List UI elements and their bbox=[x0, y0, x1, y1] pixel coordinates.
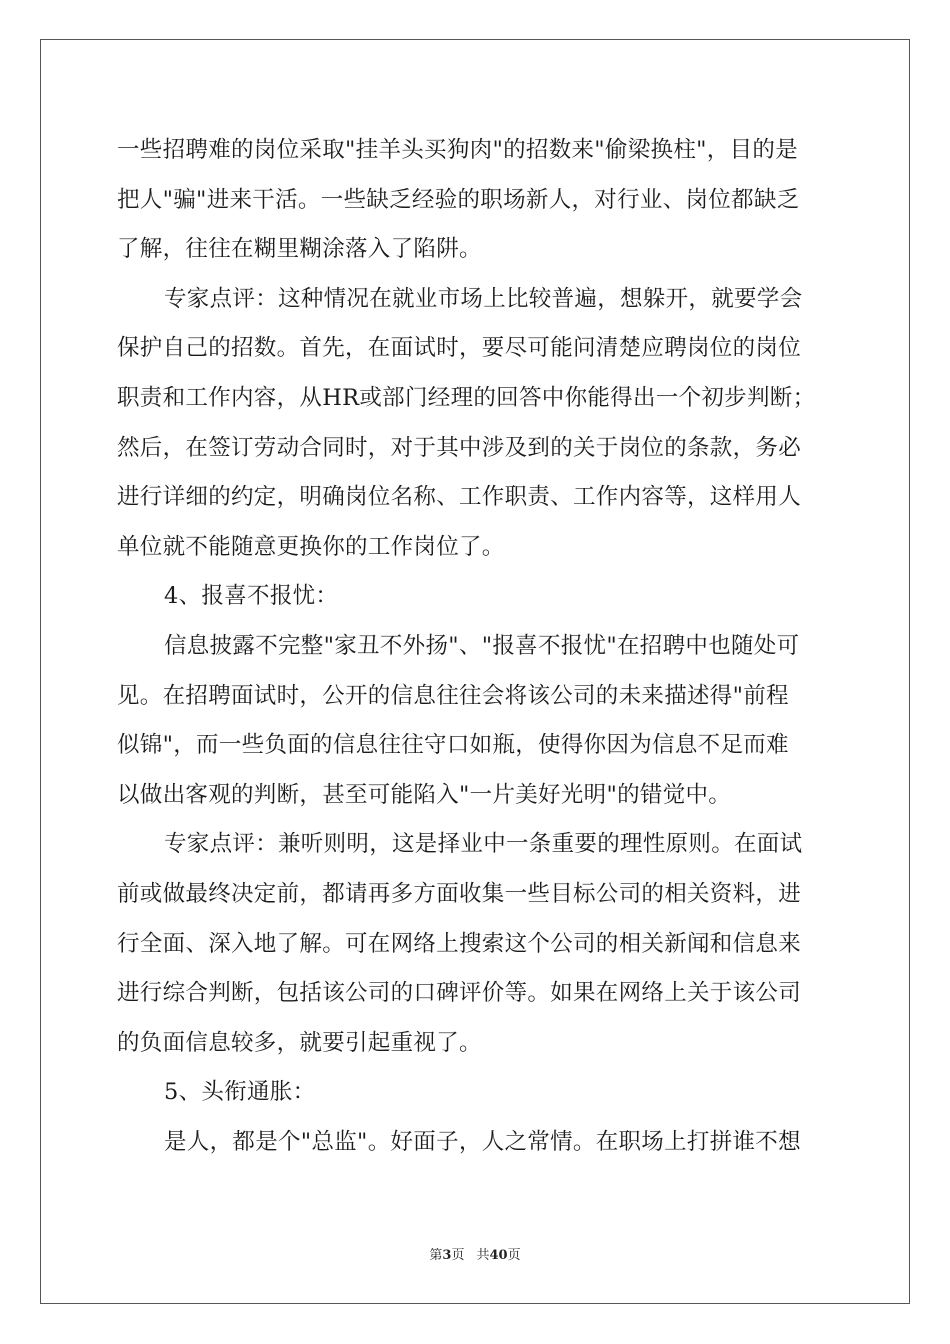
text-line: 以做出客观的判断，甚至可能陷入"一片美好光明"的错觉中。 bbox=[117, 781, 732, 808]
text-line: 把人"骗"进来干活。一些缺乏经验的职场新人，对行业、岗位都缺乏 bbox=[117, 186, 800, 213]
page-footer bbox=[0, 1246, 950, 1266]
text-line: 进行综合判断，包括该公司的口碑评价等。如果在网络上关于该公司 bbox=[117, 980, 802, 1007]
text-line: 前或做最终决定前，都请再多方面收集一些目标公司的相关资料，进 bbox=[117, 880, 802, 907]
total-pages: 40 bbox=[489, 1248, 508, 1263]
text-line: 信息披露不完整"家丑不外扬"、"报喜不报忧"在招聘中也随处可 bbox=[164, 632, 800, 659]
text-line: 专家点评：这种情况在就业市场上比较普遍，想躲开，就要学会 bbox=[164, 285, 803, 312]
text-line: 单位就不能随意更换你的工作岗位了。 bbox=[117, 533, 505, 560]
total-suffix: 页 bbox=[507, 1248, 521, 1263]
text-line: 的负面信息较多，就要引起重视了。 bbox=[117, 1029, 482, 1056]
text-line: 见。在招聘面试时，公开的信息往往会将该公司的未来描述得"前程 bbox=[117, 682, 789, 709]
section-heading: 4、报喜不报忧： bbox=[164, 583, 339, 610]
text-line: 了解，往往在糊里糊涂落入了陷阱。 bbox=[117, 236, 482, 263]
text-line: 然后，在签订劳动合同时，对于其中涉及到的关于岗位的条款，务必 bbox=[117, 434, 802, 461]
page-suffix: 页 bbox=[451, 1248, 465, 1263]
total-prefix: 共 bbox=[476, 1248, 490, 1263]
text-line: 是人，都是个"总监"。好面子，人之常情。在职场上打拼谁不想 bbox=[164, 1128, 801, 1155]
text-line: 保护自己的招数。首先，在面试时，要尽可能问清楚应聘岗位的岗位 bbox=[117, 335, 802, 362]
text-line: 进行详细的约定，明确岗位名称、工作职责、工作内容等，这样用人 bbox=[117, 484, 802, 511]
document-body bbox=[117, 126, 837, 1167]
text-line: 专家点评：兼听则明，这是择业中一条重要的理性原则。在面试 bbox=[164, 831, 803, 858]
text-line: 似锦"，而一些负面的信息往往守口如瓶，使得你因为信息不足而难 bbox=[117, 732, 789, 759]
text-line: 行全面、深入地了解。可在网络上搜索这个公司的相关新闻和信息来 bbox=[117, 930, 802, 957]
text-line: 一些招聘难的岗位采取"挂羊头买狗肉"的招数来"偷梁换柱"，目的是 bbox=[117, 137, 798, 163]
page-number: 3 bbox=[442, 1248, 452, 1263]
text-line: 职责和工作内容，从HR或部门经理的回答中你能得出一个初步判断； bbox=[117, 384, 816, 411]
section-heading: 5、头衔通胀： bbox=[164, 1079, 316, 1106]
page-prefix: 第 bbox=[429, 1248, 443, 1263]
